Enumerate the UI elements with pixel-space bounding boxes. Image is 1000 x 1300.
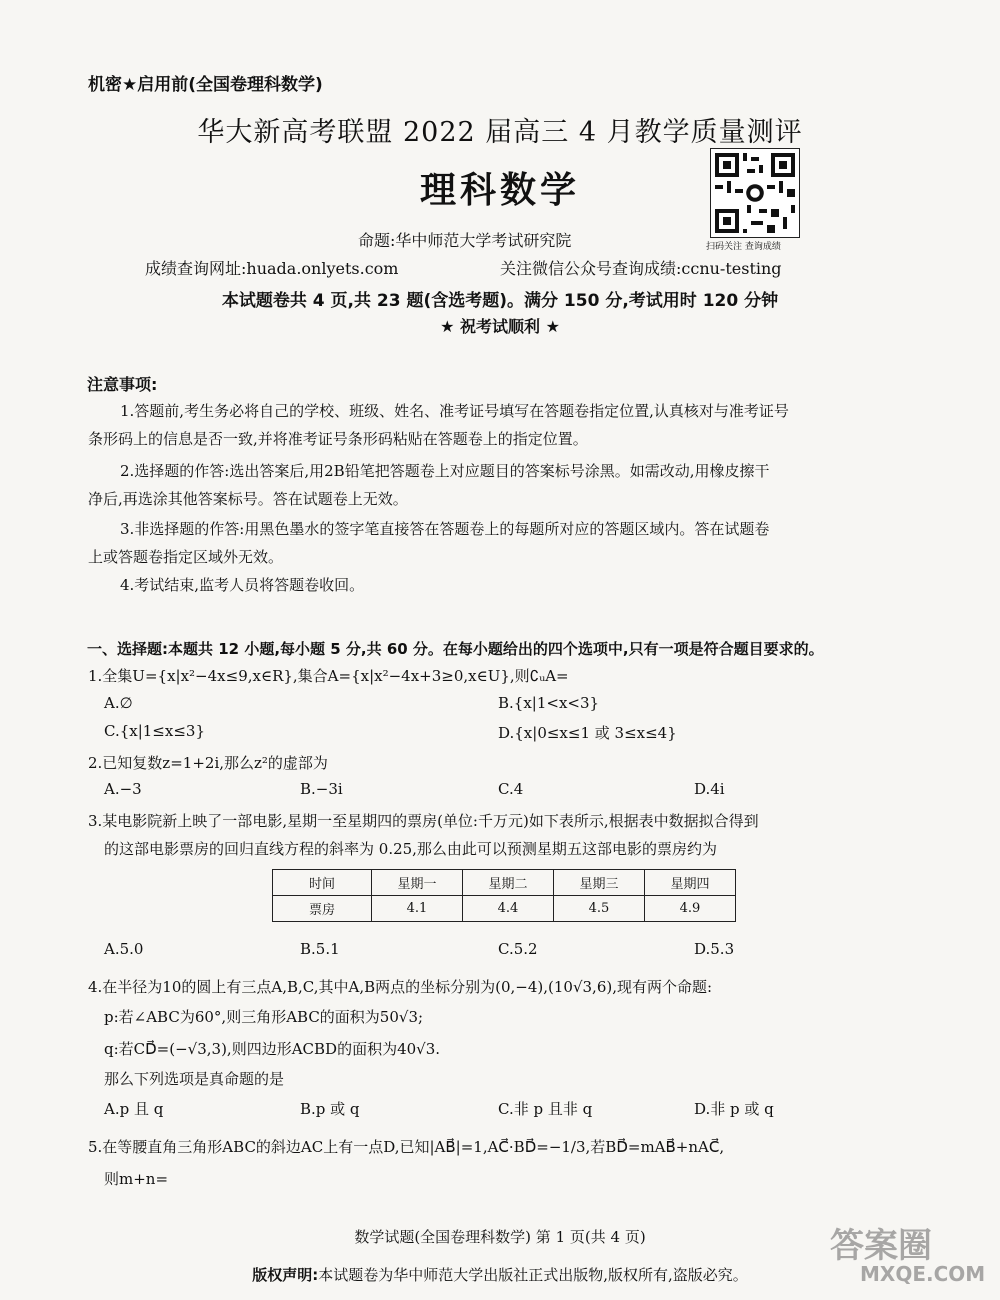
- note-line: 3.非选择题的作答:用黑色墨水的签字笔直接答在答题卷上的每题所对应的答题区域内。答在试题卷: [120, 520, 770, 538]
- q4-option-d[interactable]: D.非 p 或 q: [694, 1100, 774, 1118]
- table-cell: 4.4: [463, 896, 554, 922]
- table-header-cell: 星期三: [554, 870, 645, 896]
- q1-option-a[interactable]: A.∅: [104, 694, 133, 712]
- q3-option-c[interactable]: C.5.2: [498, 940, 538, 958]
- proposition-p: p:若∠ABC为60°,则三角形ABC的面积为50√3;: [104, 1008, 424, 1026]
- q1-option-b[interactable]: B.{x|1<x<3}: [498, 694, 600, 712]
- box-office-table: [272, 869, 736, 922]
- q3-option-d[interactable]: D.5.3: [694, 940, 735, 958]
- question-setter: 命题:华中师范大学考试研究院: [358, 231, 572, 250]
- qr-code-icon[interactable]: [710, 148, 800, 238]
- q2-option-a[interactable]: A.−3: [104, 780, 142, 798]
- score-query-site: 成绩查询网址:huada.onlyets.com: [145, 259, 399, 278]
- copyright-notice: [0, 1264, 1000, 1285]
- notes-title: 注意事项:: [87, 375, 158, 394]
- proposition-q: q:若CD⃗=(−√3,3),则四边形ACBD的面积为40√3.: [104, 1040, 441, 1058]
- table-cell: 4.5: [554, 896, 645, 922]
- table-row: [273, 896, 736, 922]
- note-line: 上或答题卷指定区域外无效。: [88, 548, 284, 566]
- note-line: 净后,再选涂其他答案标号。答在试题卷上无效。: [88, 490, 408, 508]
- table-header-cell: 星期一: [372, 870, 463, 896]
- q3-option-a[interactable]: A.5.0: [104, 940, 144, 958]
- question-3-stem-cont: 的这部电影票房的回归直线方程的斜率为 0.25,那么由此可以预测星期五这部电影的票房约为: [104, 840, 717, 858]
- subject-title: 理科数学: [419, 170, 580, 211]
- question-5-ask: 则m+n=: [104, 1170, 169, 1188]
- note-line: 1.答题前,考生务必将自己的学校、班级、姓名、准考证号填写在答题卷指定位置,认真核对与准考证号: [120, 402, 789, 420]
- table-header-cell: 星期四: [645, 870, 736, 896]
- copyright-label: 版权声明:: [252, 1266, 319, 1284]
- question-2-stem: 2.已知复数z=1+2i,那么z²的虚部为: [88, 754, 328, 772]
- question-4-stem: 4.在半径为10的圆上有三点A,B,C,其中A,B两点的坐标分别为(0,−4),(10√3,6),现有两个命题:: [88, 978, 713, 996]
- question-1-stem: 1.全集U={x|x²−4x≤9,x∈R},集合A={x|x²−4x+3≥0,x∈U},则∁ᵤA=: [88, 667, 569, 685]
- q4-option-b[interactable]: B.p 或 q: [300, 1100, 360, 1118]
- wish-line: ★ 祝考试顺利 ★: [440, 317, 560, 336]
- table-cell: 4.9: [645, 896, 736, 922]
- note-line: 4.考试结束,监考人员将答题卷收回。: [120, 576, 365, 594]
- section-heading: 一、选择题:本题共 12 小题,每小题 5 分,共 60 分。在每小题给出的四个选项中,只有一项是符合题目要求的。: [87, 640, 824, 658]
- table-cell: 票房: [273, 896, 372, 922]
- q2-option-b[interactable]: B.−3i: [300, 780, 343, 798]
- exam-title: 华大新高考联盟 2022 届高三 4 月教学质量测评: [197, 117, 803, 148]
- q1-option-c[interactable]: C.{x|1≤x≤3}: [104, 722, 205, 740]
- q4-option-a[interactable]: A.p 且 q: [104, 1100, 164, 1118]
- qr-caption: 扫码关注 查询成绩: [706, 242, 781, 252]
- watermark-logo: 答案圈: [830, 1226, 932, 1266]
- watermark-site: MXQE.COM: [860, 1262, 986, 1286]
- q3-option-b[interactable]: B.5.1: [300, 940, 340, 958]
- note-line: 2.选择题的作答:选出答案后,用2B铅笔把答题卷上对应题目的答案标号涂黑。如需改动,用橡皮擦干: [120, 462, 770, 480]
- question-4-ask: 那么下列选项是真命题的是: [104, 1070, 285, 1088]
- question-3-stem: 3.某电影院新上映了一部电影,星期一至星期四的票房(单位:千万元)如下表所示,根据表中数据拟合得到: [88, 812, 759, 830]
- exam-info: 本试题卷共 4 页,共 23 题(含选考题)。满分 150 分,考试用时 120 分钟: [221, 291, 779, 311]
- q4-option-c[interactable]: C.非 p 且非 q: [498, 1100, 593, 1118]
- question-5-stem: 5.在等腰直角三角形ABC的斜边AC上有一点D,已知|AB⃗|=1,AC⃗·BD⃗=−1/3,若BD⃗=mAB⃗+nAC⃗,: [88, 1138, 725, 1156]
- wechat-account: 关注微信公众号查询成绩:ccnu-testing: [500, 259, 782, 278]
- page-footer: 数学试题(全国卷理科数学) 第 1 页(共 4 页): [354, 1228, 646, 1246]
- note-line: 条形码上的信息是否一致,并将准考证号条形码粘贴在答题卷上的指定位置。: [88, 430, 588, 448]
- table-header-cell: 时间: [273, 870, 372, 896]
- q2-option-c[interactable]: C.4: [498, 780, 524, 798]
- table-header-cell: 星期二: [463, 870, 554, 896]
- confidential-label: 机密★启用前(全国卷理科数学): [88, 75, 323, 95]
- table-cell: 4.1: [372, 896, 463, 922]
- q1-option-d[interactable]: D.{x|0≤x≤1 或 3≤x≤4}: [498, 724, 677, 742]
- copyright-text: 本试题卷为华中师范大学出版社正式出版物,版权所有,盗版必究。: [318, 1266, 748, 1284]
- q2-option-d[interactable]: D.4i: [694, 780, 725, 798]
- table-row: [273, 870, 736, 896]
